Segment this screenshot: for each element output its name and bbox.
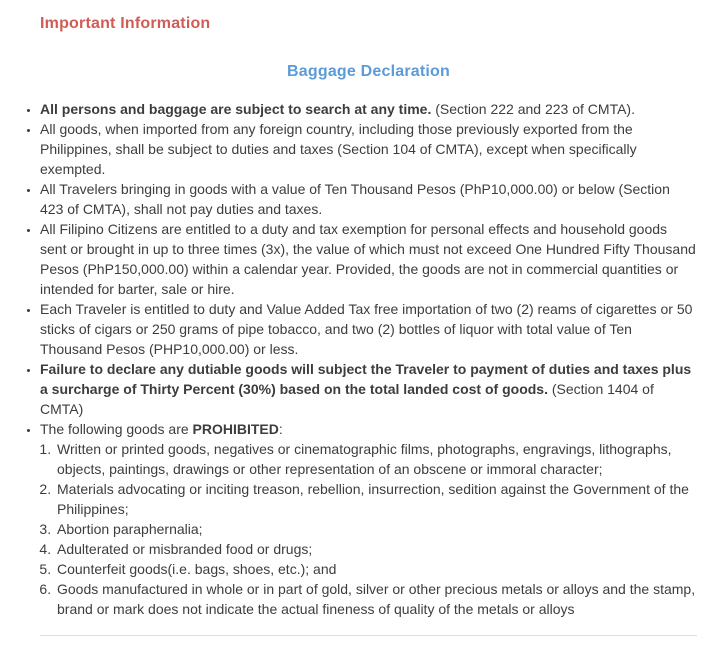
list-item	[40, 359, 697, 419]
bottom-divider	[40, 635, 697, 636]
baggage-declaration-heading: Baggage Declaration	[287, 63, 450, 80]
list-item-text: Each Traveler is entitled to duty and Value Added Tax free importation of two (2) reams of cigarettes or 50 sticks of cigars or 250 grams of pipe tobacco, and two (2) bottles of liquor with total value of Ten Thousand Pesos (PHP10,000.00) or less.	[40, 301, 693, 357]
list-item-text: All Travelers bringing in goods with a value of Ten Thousand Pesos (PhP10,000.00) or below (Section 423 of CMTA), shall not pay duties and taxes.	[40, 181, 670, 217]
prohibited-item: 1. Written or printed goods, negatives or cinematographic films, photographs, engravings, lithographs, objects, paintings, drawings or other representation of an obscene or immoral character;	[55, 439, 697, 479]
prohibited-item: 4. Adulterated or misbranded food or drugs;	[55, 539, 697, 559]
prohibited-item: 2. Materials advocating or inciting treason, rebellion, insurrection, sedition against the Government of the Philippines;	[55, 479, 697, 519]
list-item	[40, 299, 697, 359]
prohibited-goods-list	[40, 439, 697, 619]
page-title: Important Information	[40, 15, 211, 32]
list-item-text: :	[278, 421, 283, 437]
list-item	[40, 99, 697, 119]
prohibited-item: 6. Goods manufactured in whole or in part of gold, silver or other precious metals or alloys and the stamp, brand or mark does not indicate the actual fineness of quality of the metals or alloys	[55, 579, 697, 619]
list-item-text: The following goods are	[40, 421, 193, 437]
list-item-text: All persons and baggage are subject to search at any time.	[40, 101, 432, 117]
list-item	[40, 179, 697, 219]
list-item-text: Failure to declare any dutiable goods will subject the Traveler to payment of duties and taxes plus a surcharge of Thirty Percent (30%) based on the total landed cost of goods.	[40, 361, 692, 397]
list-item	[40, 219, 697, 299]
list-item	[40, 119, 697, 179]
baggage-rules-list	[40, 99, 697, 619]
prohibited-item: 3. Abortion paraphernalia;	[55, 519, 697, 539]
list-item-text: All goods, when imported from any foreign country, including those previously exported from the Philippines, shall be subject to duties and taxes (Section 104 of CMTA), except when specifically exempted.	[40, 121, 637, 177]
list-item-text: PROHIBITED	[192, 421, 279, 437]
list-item-text: All Filipino Citizens are entitled to a duty and tax exemption for personal effects and household goods sent or brought in up to three times (3x), the value of which must not exceed One Hundred Fifty Thousand Pesos (PhP150,000.00) within a calendar year. Provided, the goods are not in commercial quantities or intended for barter, sale or hire.	[40, 221, 696, 297]
prohibited-item: 5. Counterfeit goods(i.e. bags, shoes, etc.); and	[55, 559, 697, 579]
list-item-text: (Section 1404 of CMTA)	[40, 381, 654, 417]
list-item	[40, 419, 697, 619]
list-item-text: (Section 222 and 223 of CMTA).	[431, 101, 635, 117]
